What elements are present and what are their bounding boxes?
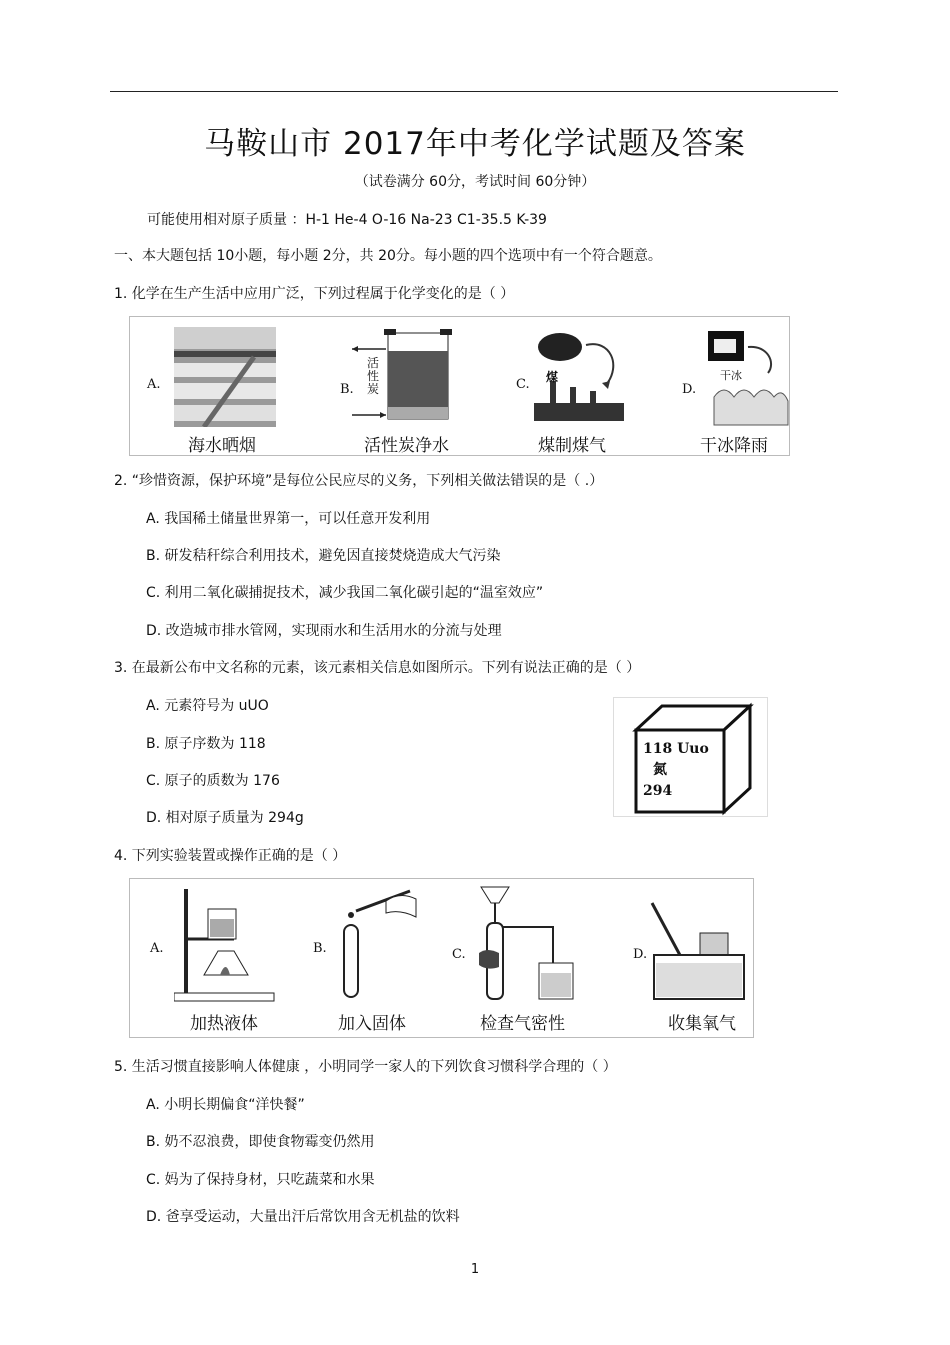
- section-heading: 一、本大题包括 10小题，每小题 2分，共 20分。每小题的四个选项中有一个符合题意。: [114, 248, 662, 264]
- q1-b-inner-label: 活 性 炭: [366, 356, 379, 396]
- q1-label-a: A.: [147, 377, 161, 392]
- q4-label-a: A.: [150, 941, 164, 956]
- airtightness-apparatus: [475, 883, 585, 1003]
- question-3-option-c: C. 原子的质数为 176: [146, 773, 280, 789]
- question-5-stem: 5. 生活习惯直接影响人体健康 ，小明同学一家人的下列饮食习惯科学合理的（ ）: [114, 1059, 617, 1075]
- q4-caption-d: 收集氧气: [668, 1014, 736, 1034]
- exam-info: （试卷满分 60分，考试时间 60分钟）: [354, 174, 596, 190]
- q1-label-b: B.: [340, 382, 354, 397]
- question-1-figure: [129, 316, 790, 456]
- q4-caption-c: 检查气密性: [480, 1014, 565, 1034]
- q4-label-c: C.: [452, 947, 466, 962]
- q1-caption-d: 干冰降雨: [700, 436, 768, 456]
- question-2-option-d: D. 改造城市排水管网，实现雨水和生活用水的分流与处理: [146, 623, 502, 639]
- question-2-option-a: A. 我国稀土储量世界第一，可以任意开发利用: [146, 511, 431, 527]
- question-2-stem: 2. “珍惜资源，保护环境”是每位公民应尽的义务，下列相关做法错误的是（ .）: [114, 473, 604, 489]
- q1-caption-a: 海水晒烟: [188, 436, 256, 456]
- question-5-option-b: B. 奶不忍浪费，即使食物霉变仍然用: [146, 1134, 375, 1150]
- question-5-option-a: A. 小明长期偏食“洋快餐”: [146, 1097, 305, 1113]
- q1-caption-b: 活性炭净水: [364, 436, 449, 456]
- question-3-option-d: D. 相对原子质量为 294g: [146, 810, 304, 826]
- question-5-option-c: C. 妈为了保持身材，只吃蔬菜和水果: [146, 1172, 375, 1188]
- salt-field-image: [174, 327, 276, 427]
- adding-solid-apparatus: [336, 885, 426, 1003]
- element-box-text: [643, 739, 709, 802]
- question-4-stem: 4. 下列实验装置或操作正确的是（ ）: [114, 848, 347, 864]
- question-2-option-c: C. 利用二氧化碳捕捉技术，减少我国二氧化碳引起的“温室效应”: [146, 585, 544, 601]
- page-title: 马鞍山市 2017年中考化学试题及答案: [204, 126, 746, 162]
- q1-d-inner-label: 干冰: [720, 369, 742, 382]
- q1-label-d: D.: [682, 382, 697, 397]
- element-name: 氮: [653, 762, 667, 778]
- dry-ice-image: [704, 327, 790, 427]
- q1-c-inner-label: 煤: [546, 370, 559, 384]
- element-box-figure: [613, 697, 768, 817]
- q4-caption-a: 加热液体: [190, 1014, 258, 1034]
- element-number-symbol: 118 Uuo: [643, 741, 709, 757]
- atomic-masses: 可能使用相对原子质量 ：H-1 He-4 O-16 Na-23 C1-35.5 K-39: [147, 212, 547, 228]
- question-1-stem: 1. 化学在生产生活中应用广泛，下列过程属于化学变化的是（ ）: [114, 286, 515, 302]
- element-mass: 294: [643, 783, 673, 799]
- coal-gas-image: [530, 325, 630, 429]
- page-number: 1: [470, 1262, 480, 1277]
- oxygen-collection-apparatus: [642, 889, 746, 1003]
- question-4-figure: [129, 878, 754, 1038]
- question-5-option-d: D. 爸享受运动，大量出汗后常饮用含无机盐的饮料: [146, 1209, 460, 1225]
- q4-label-d: D.: [633, 947, 648, 962]
- question-3-option-b: B. 原子序数为 118: [146, 736, 266, 752]
- q1-label-c: C.: [516, 377, 530, 392]
- top-rule: [110, 91, 838, 92]
- q4-label-b: B.: [313, 941, 327, 956]
- q4-caption-b: 加入固体: [338, 1014, 406, 1034]
- heating-liquid-apparatus: [174, 885, 284, 1003]
- q1-caption-c: 煤制煤气: [538, 436, 606, 456]
- question-2-option-b: B. 研发秸秆综合利用技术，避免因直接焚烧造成大气污染: [146, 548, 501, 564]
- question-3-stem: 3. 在最新公布中文名称的元素，该元素相关信息如图所示。下列有说法正确的是（ ）: [114, 660, 641, 676]
- question-3-option-a: A. 元素符号为 uUO: [146, 698, 269, 714]
